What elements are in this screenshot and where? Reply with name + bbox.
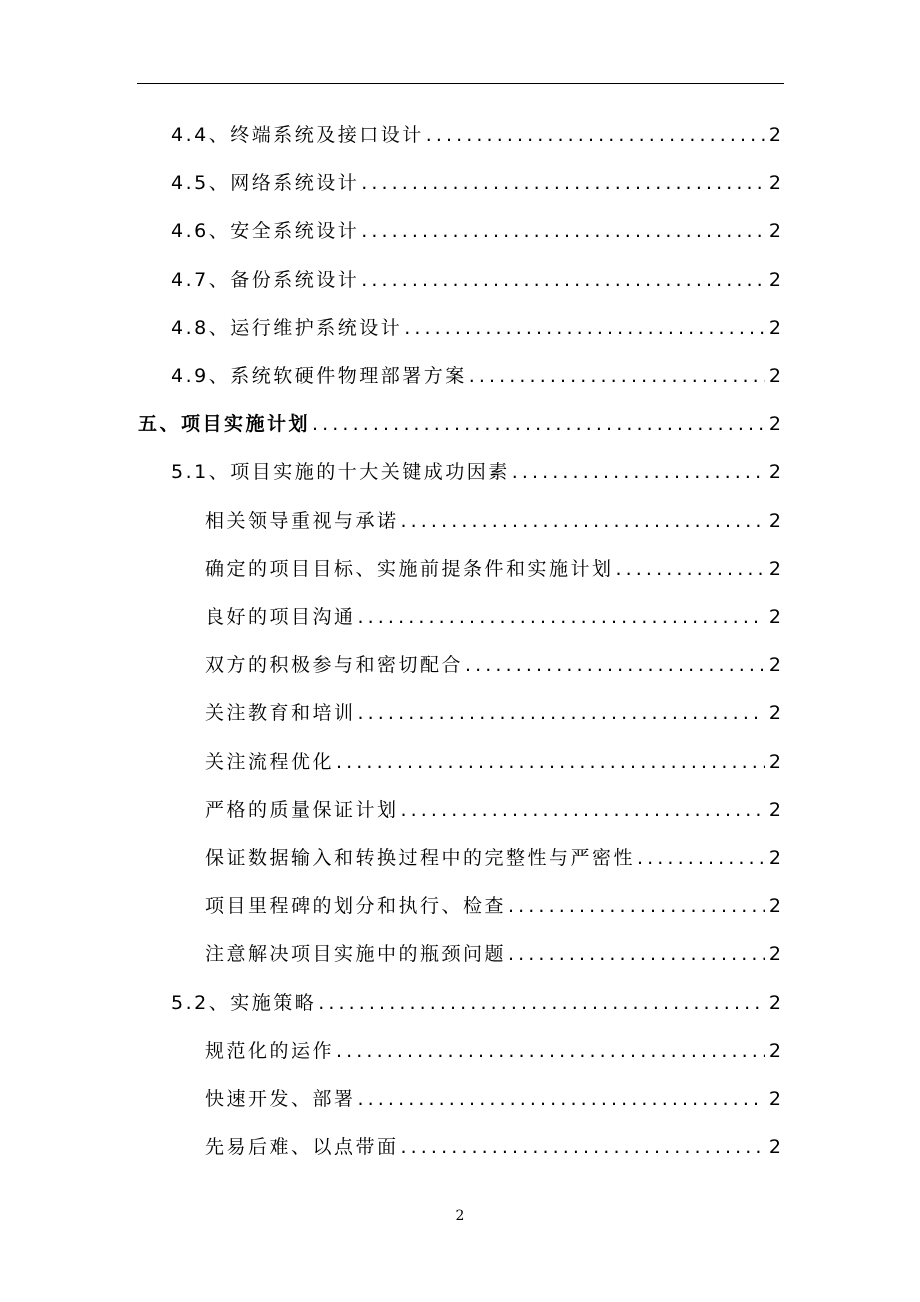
toc-entry[interactable] [171, 988, 781, 1018]
toc-entry[interactable] [205, 843, 781, 873]
toc-entry-label: 5.1、项目实施的十大关键成功因素 [171, 461, 510, 484]
toc-entry-label: 注意解决项目实施中的瓶颈问题 [205, 943, 507, 966]
toc-entry[interactable] [205, 650, 781, 680]
toc-entry-page: 2 [768, 461, 781, 484]
toc-entry-page: 2 [768, 365, 781, 387]
toc-dot-leader [508, 895, 765, 917]
toc-dot-leader [312, 413, 765, 435]
toc-dot-leader [469, 365, 765, 387]
toc-entry-page: 2 [768, 798, 781, 821]
toc-dot-leader [358, 702, 765, 724]
toc-dot-leader [361, 220, 765, 242]
toc-dot-leader [637, 847, 765, 869]
toc-entry-page: 2 [768, 702, 781, 725]
toc-dot-leader [426, 124, 765, 146]
toc-entry-label: 先易后难、以点带面 [205, 1136, 399, 1159]
toc-entry[interactable] [171, 313, 781, 343]
toc-dot-leader [361, 269, 765, 291]
toc-entry-page: 2 [768, 606, 781, 628]
toc-entry-label: 5.2、实施策略 [171, 991, 317, 1014]
toc-dot-leader [358, 1088, 765, 1110]
page-number: 2 [455, 1208, 465, 1224]
toc-entry-label: 项目里程碑的划分和执行、检查 [205, 895, 507, 918]
toc-entry[interactable] [138, 409, 781, 439]
toc-entry[interactable] [205, 554, 781, 584]
toc-entry[interactable] [171, 265, 781, 295]
toc-dot-leader [358, 606, 765, 628]
toc-entry-page: 2 [768, 509, 781, 532]
toc-entry-label: 关注流程优化 [205, 750, 335, 773]
toc-entry-page: 2 [768, 268, 781, 291]
toc-entry-label: 规范化的运作 [205, 1039, 335, 1062]
toc-entry[interactable] [205, 795, 781, 825]
toc-entry-label: 4.6、安全系统设计 [171, 220, 360, 243]
toc-entry[interactable] [205, 1084, 781, 1114]
toc-entry[interactable] [205, 602, 781, 632]
toc-entry[interactable] [171, 168, 781, 198]
toc-dot-leader [512, 461, 765, 483]
toc-entry-label: 4.8、运行维护系统设计 [171, 316, 403, 339]
toc-entry-label: 4.5、网络系统设计 [171, 172, 360, 195]
toc-entry-label: 严格的质量保证计划 [205, 798, 399, 821]
toc-dot-leader [401, 1136, 765, 1158]
toc-dot-leader [401, 799, 765, 821]
toc-entry[interactable] [205, 891, 781, 921]
toc-entry-page: 2 [768, 557, 781, 580]
toc-dot-leader [361, 172, 765, 194]
toc-entry-label: 五、项目实施计划 [138, 413, 311, 436]
toc-entry-page: 2 [768, 413, 781, 436]
toc-entry-label: 快速开发、部署 [205, 1088, 356, 1110]
toc-entry[interactable] [171, 216, 781, 246]
toc-dot-leader [318, 992, 765, 1014]
toc-dot-leader [404, 317, 765, 339]
toc-entry[interactable] [171, 120, 781, 150]
toc-entry-label: 关注教育和培训 [205, 702, 356, 725]
toc-entry-page: 2 [768, 895, 781, 918]
toc-entry[interactable] [205, 506, 781, 536]
toc-entry-label: 4.9、系统软硬件物理部署方案 [171, 365, 467, 387]
toc-dot-leader [616, 558, 765, 580]
toc-dot-leader [508, 943, 765, 965]
toc-entry-page: 2 [768, 750, 781, 773]
toc-entry-page: 2 [768, 943, 781, 966]
toc-dot-leader [401, 510, 765, 532]
toc-entry-label: 确定的项目目标、实施前提条件和实施计划 [205, 557, 614, 580]
toc-entry[interactable] [205, 1036, 781, 1066]
toc-entry-label: 相关领导重视与承诺 [205, 509, 399, 532]
toc-entry[interactable] [205, 1132, 781, 1162]
toc-entry-page: 2 [768, 124, 781, 146]
toc-entry[interactable] [171, 361, 781, 391]
toc-dot-leader [336, 751, 765, 773]
toc-entry-page: 2 [768, 172, 781, 195]
toc-dot-leader [465, 654, 765, 676]
toc-entry[interactable] [205, 698, 781, 728]
toc-entry-label: 良好的项目沟通 [205, 606, 356, 628]
toc-entry-page: 2 [768, 1088, 781, 1110]
toc-entry-label: 4.4、终端系统及接口设计 [171, 124, 424, 146]
toc-dot-leader [336, 1040, 765, 1062]
toc-entry-page: 2 [768, 847, 781, 869]
toc-entry-page: 2 [768, 316, 781, 339]
toc-entry-label: 双方的积极参与和密切配合 [205, 654, 464, 677]
toc-entry-page: 2 [768, 220, 781, 243]
toc-entry-page: 2 [768, 1039, 781, 1062]
toc-entry[interactable] [171, 457, 781, 487]
toc-entry-page: 2 [768, 1136, 781, 1159]
toc-entry-page: 2 [768, 654, 781, 677]
toc-entry-label: 保证数据输入和转换过程中的完整性与严密性 [205, 847, 636, 869]
toc-entry[interactable] [205, 747, 781, 777]
toc-entry[interactable] [205, 939, 781, 969]
toc-entry-label: 4.7、备份系统设计 [171, 268, 360, 291]
toc-entry-page: 2 [768, 991, 781, 1014]
